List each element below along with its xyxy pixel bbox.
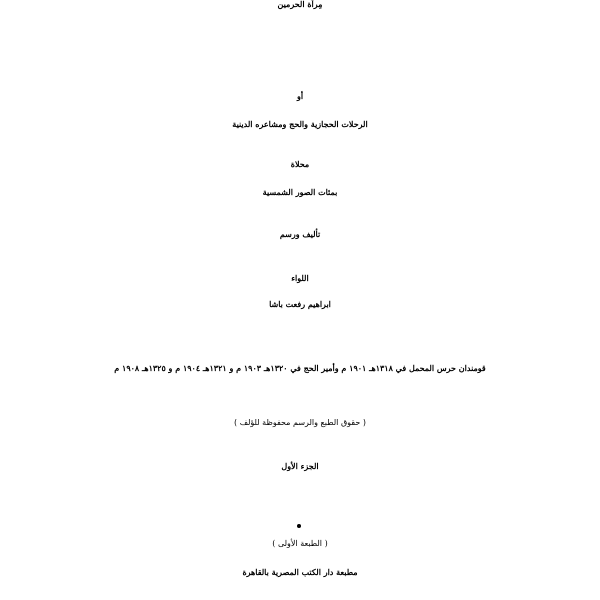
volume-label: الجزء الأول bbox=[281, 461, 319, 471]
author-name: ابراهيم رفعت باشا bbox=[269, 299, 331, 309]
author-roles: قومندان حرس المحمل في ١٣١٨هـ ١٩٠١ م وأمير الحج في ١٣٢٠هـ ١٩٠٣ م و ١٣٢١هـ ١٩٠٤ م و ١٣٢٥هـ ١٩٠٨ م bbox=[114, 363, 486, 373]
book-subtitle: الرحلات الحجازية والحج ومشاعره الدينية bbox=[232, 119, 368, 129]
ornament-dot bbox=[297, 524, 301, 528]
conjunction-or: أو bbox=[296, 91, 304, 101]
authored-and-drawn: تأليف ورسم bbox=[279, 229, 321, 239]
photos-note: بمئات الصور الشمسية bbox=[262, 187, 338, 197]
edition-label: ( الطبعة الأولى ) bbox=[272, 539, 328, 548]
author-rank: اللواء bbox=[291, 273, 309, 283]
book-title: مِرآة الحرمين bbox=[277, 0, 323, 9]
printing-press: مطبعة دار الكتب المصرية بالقاهرة bbox=[242, 567, 358, 577]
illustrated-note: محلاة bbox=[290, 159, 310, 169]
rights-notice: ( حقوق الطبع والرسم محفوظة للؤلف ) bbox=[234, 418, 366, 427]
